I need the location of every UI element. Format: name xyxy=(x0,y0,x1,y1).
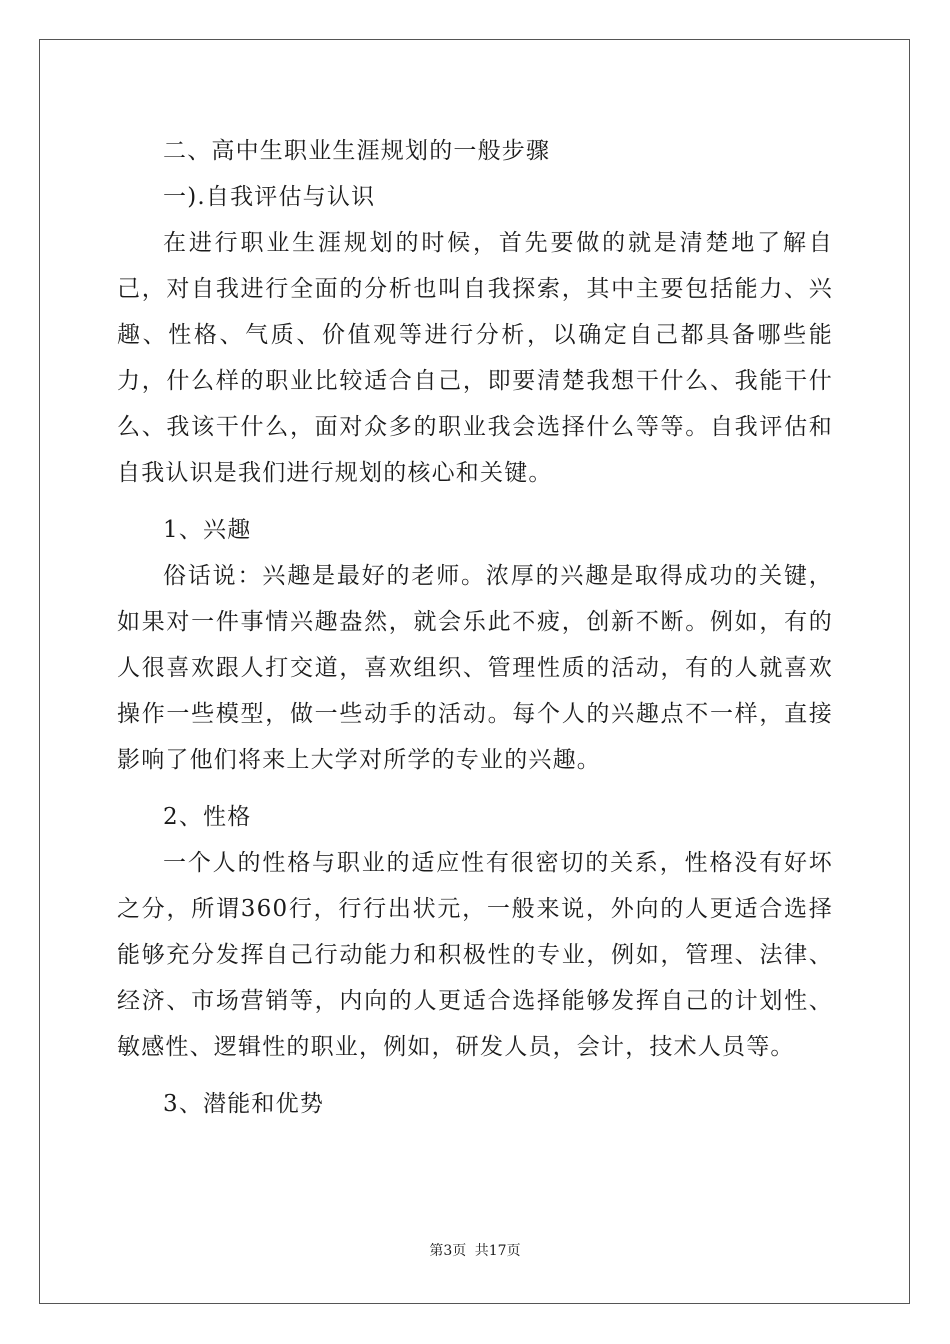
page-total: 共17页 xyxy=(474,1243,521,1259)
section-heading-steps: 二、高中生职业生涯规划的一般步骤 xyxy=(163,138,551,164)
item-heading-character: 2、性格 xyxy=(163,804,252,830)
paragraph-self-assessment: 在进行职业生涯规划的时候，首先要做的就是清楚地了解自己，对自我进行全面的分析也叫自我探索，其中主要包括能力、兴趣、性格、气质、价值观等进行分析，以确定自己都具备哪些能力，什么样的职业比较适合自己，即要清楚我想干什么、我能干什么、我该干什么，面对众多的职业我会选择什么等等。自我评估和自我认识是我们进行规划的核心和关键。 xyxy=(117,230,833,486)
item-heading-interest: 1、兴趣 xyxy=(163,517,252,543)
paragraph-interest: 俗话说：兴趣是最好的老师。浓厚的兴趣是取得成功的关键，如果对一件事情兴趣盎然，就会乐此不疲，创新不断。例如，有的人很喜欢跟人打交道，喜欢组织、管理性质的活动，有的人就喜欢操作一些模型，做一些动手的活动。每个人的兴趣点不一样，直接影响了他们将来上大学对所学的专业的兴趣。 xyxy=(117,563,833,773)
document-body xyxy=(117,128,833,1127)
item-heading-potential: 3、潜能和优势 xyxy=(163,1091,325,1117)
page-number: 第3页 xyxy=(429,1243,467,1259)
subsection-heading-self-assessment: 一).自我评估与认识 xyxy=(163,184,376,210)
paragraph-character: 一个人的性格与职业的适应性有很密切的关系，性格没有好坏之分，所谓360行，行行出状元，一般来说，外向的人更适合选择能够充分发挥自己行动能力和积极性的专业，例如，管理、法律、经济、市场营销等，内向的人更适合选择能够发挥自己的计划性、敏感性、逻辑性的职业，例如，研发人员，会计，技术人员等。 xyxy=(117,850,833,1060)
page-footer xyxy=(0,1240,950,1260)
